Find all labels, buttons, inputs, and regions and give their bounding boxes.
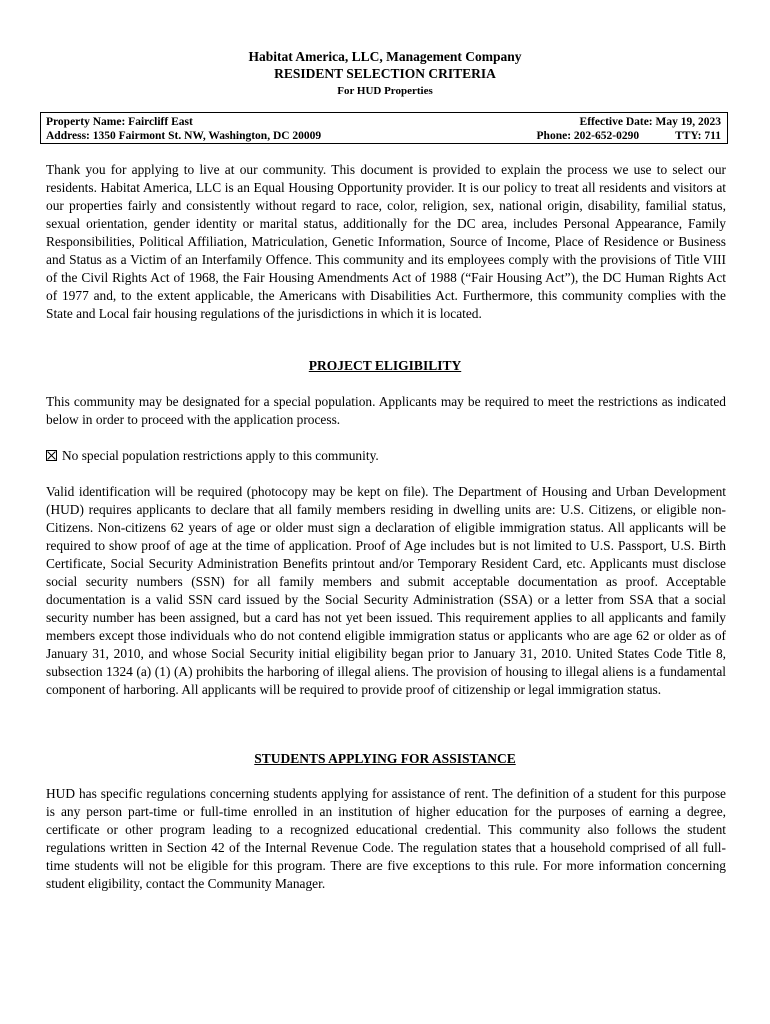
tty-number: TTY: 711	[675, 130, 721, 142]
contact-row	[537, 129, 721, 143]
special-population-option	[46, 447, 726, 465]
project-eligibility-heading: PROJECT ELIGIBILITY	[308, 358, 462, 373]
property-info-box	[40, 112, 728, 144]
property-info-right	[537, 115, 721, 143]
company-name: Habitat America, LLC, Management Company	[248, 49, 522, 64]
document-header	[0, 48, 770, 98]
property-info-left	[46, 115, 321, 143]
students-paragraph: HUD has specific regulations concerning students applying for assistance of rent. The definition of a student for this purpose is any person part-time or full-time enrolled in an institution of higher education for the purposes of earning a degree, certificate or other program leading to a recognized educational credential. This community also follows the student regulations written in Section 42 of the Internal Revenue Code. The regulation states that a household comprised of all full-time students will not be eligible for this program. There are five exceptions to this rule. For more information concerning student eligibility, contact the Community Manager.	[46, 786, 726, 891]
eligibility-paragraph-1: This community may be designated for a special population. Applicants may be required to meet the restrictions as indicated below in order to proceed with the application process.	[46, 394, 726, 427]
property-address: Address: 1350 Fairmont St. NW, Washington, DC 20009	[46, 130, 322, 142]
document-subtitle: For HUD Properties	[337, 85, 433, 97]
checked-checkbox-icon[interactable]	[46, 450, 57, 461]
phone-number: Phone: 202-652-0290	[536, 130, 640, 142]
property-name: Property Name: Faircliff East	[46, 116, 193, 128]
students-heading: STUDENTS APPLYING FOR ASSISTANCE	[254, 751, 516, 766]
document-title: RESIDENT SELECTION CRITERIA	[274, 66, 496, 81]
checkbox-label: No special population restrictions apply to this community.	[62, 448, 379, 463]
effective-date: Effective Date: May 19, 2023	[579, 116, 721, 128]
eligibility-paragraph-2: Valid identification will be required (photocopy may be kept on file). The Department of Housing and Urban Development (HUD) requires applicants to declare that all family members residing in dwelling units are: U.S. Citizens, or eligible non-Citizens. Non-citizens 62 years of age or older must sign a declaration of eligible immigration status. All applicants will be required to show proof of age at the time of application. Proof of Age includes but is not limited to U.S. Passport, U.S. Birth Certificate, Social Security Administration Benefits printout and/or Temporary Resident Card, etc. Applicants must disclose social security numbers (SSN) for all family members and submit acceptable documentation as proof. Acceptable documentation is a valid SSN card issued by the Social Security Administration (SSA) or a letter from SSA that a social security number has been assigned, but a card has not yet been issued. This requirement applies to all applicants and family members except those individuals who do not contend eligible immigration status or applicants who are age 62 or older as of January 31, 2010, and whose Social Security initial eligibility began prior to January 31, 2010. United States Code Title 8, subsection 1324 (a) (1) (A) prohibits the harboring of illegal aliens. The provision of housing to illegal aliens is a fundamental component of harboring. All applicants will be required to provide proof of citizenship or legal immigration status.	[46, 484, 726, 697]
intro-paragraph: Thank you for applying to live at our community. This document is provided to explain the process we use to select our residents. Habitat America, LLC is an Equal Housing Opportunity provider. It is our policy to treat all residents and visitors at our properties fairly and consistently without regard to race, color, religion, sex, national origin, disability, familial status, sexual orientation, gender identity or marital status, additionally for the DC area, includes Personal Appearance, Family Responsibilities, Political Affiliation, Matriculation, Genetic Information, Source of Income, Place of Residence or Business and Status as a Victim of an Interfamily Offence. This community and its employees comply with the provisions of Title VIII of the Civil Rights Act of 1968, the Fair Housing Amendments Act of 1988 (“Fair Housing Act”), the DC Human Rights Act of 1977 and, to the extent applicable, the Americans with Disabilities Act. Furthermore, this community complies with the State and Local fair housing regulations of the jurisdictions in which it is located.	[46, 162, 726, 321]
